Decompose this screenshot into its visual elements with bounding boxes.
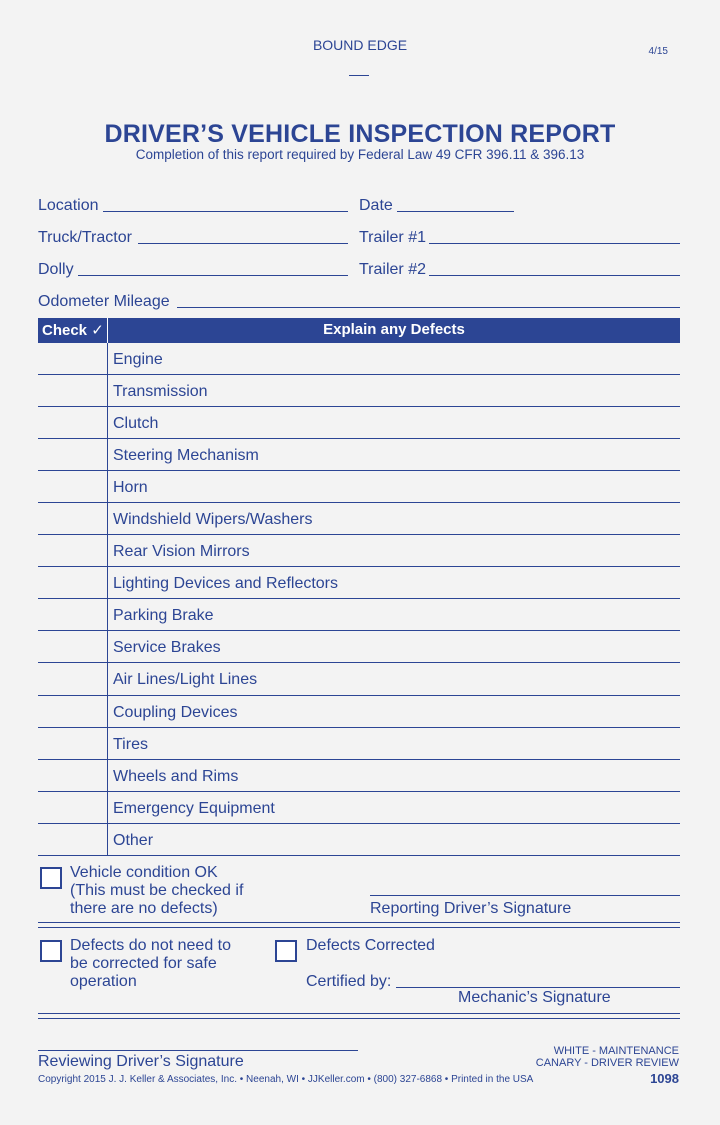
certified-by-label: Certified by:: [306, 973, 392, 990]
mechanic-signature-label: Mechanic’s Signature: [458, 989, 611, 1006]
explain-column-header: Explain any Defects: [323, 321, 465, 338]
table-header: [38, 318, 680, 343]
truck-tractor-label: Truck/Tractor: [38, 229, 132, 246]
table-row[interactable]: [38, 471, 680, 503]
date-label: Date: [359, 197, 393, 214]
item-label: Transmission: [113, 383, 208, 401]
item-label: Clutch: [113, 415, 159, 433]
defects-not-needed-text: [70, 937, 231, 991]
table-row[interactable]: [38, 375, 680, 407]
odometer-label: Odometer Mileage: [38, 293, 170, 310]
item-label: Parking Brake: [113, 607, 214, 625]
item-label: Service Brakes: [113, 639, 221, 657]
form-version: 4/15: [648, 46, 668, 57]
divider: [38, 922, 680, 923]
item-label: Emergency Equipment: [113, 799, 275, 817]
copy-white: WHITE - MAINTENANCE: [553, 1045, 679, 1057]
defects-corrected-checkbox[interactable]: [275, 940, 297, 962]
location-label: Location: [38, 197, 99, 214]
table-row[interactable]: [38, 599, 680, 631]
item-label: Rear Vision Mirrors: [113, 543, 250, 561]
page-title: DRIVER’S VEHICLE INSPECTION REPORT: [104, 120, 616, 148]
table-row[interactable]: [38, 535, 680, 567]
item-label: Steering Mechanism: [113, 447, 259, 465]
vehicle-ok-line1: Vehicle condition OK: [70, 864, 218, 881]
check-column-header: Check ✓: [42, 322, 104, 339]
truck-tractor-field[interactable]: [138, 243, 348, 244]
table-row[interactable]: [38, 567, 680, 599]
reviewing-signature-label: Reviewing Driver’s Signature: [38, 1053, 244, 1070]
vehicle-ok-text: [70, 864, 243, 918]
item-label: Tires: [113, 735, 148, 753]
inspection-items-table: [38, 343, 680, 856]
defects-not-needed-checkbox[interactable]: [40, 940, 62, 962]
reporting-signature-line[interactable]: [370, 895, 680, 896]
item-label: Other: [113, 831, 154, 849]
table-row[interactable]: [38, 503, 680, 535]
table-row[interactable]: [38, 343, 680, 375]
trailer2-field[interactable]: [429, 275, 680, 276]
item-label: Wheels and Rims: [113, 767, 239, 785]
reviewing-signature-line[interactable]: [38, 1050, 358, 1051]
item-label: Windshield Wipers/Washers: [113, 511, 313, 529]
defects-not-needed-line3: operation: [70, 973, 137, 990]
copy-canary: CANARY - DRIVER REVIEW: [535, 1057, 679, 1069]
copy-distribution: [536, 1045, 679, 1069]
dolly-label: Dolly: [38, 261, 74, 278]
defects-not-needed-line2: be corrected for safe: [70, 955, 217, 972]
table-row[interactable]: [38, 824, 680, 856]
trailer2-label: Trailer #2: [359, 261, 426, 278]
copyright: Copyright 2015 J. J. Keller & Associates, Inc. • Neenah, WI • JJKeller.com • (800) 327-6868 • Printed in the USA: [38, 1074, 534, 1085]
item-label: Lighting Devices and Reflectors: [113, 575, 339, 593]
trailer1-field[interactable]: [429, 243, 680, 244]
trailer1-label: Trailer #1: [359, 229, 426, 246]
item-label: Engine: [113, 351, 163, 368]
defects-not-needed-line1: Defects do not need to: [70, 937, 231, 954]
table-row[interactable]: [38, 696, 680, 728]
table-row[interactable]: [38, 663, 680, 695]
table-row[interactable]: [38, 728, 680, 760]
reporting-signature-label: Reporting Driver’s Signature: [370, 900, 572, 917]
page-subtitle: Completion of this report required by Federal Law 49 CFR 396.11 & 396.13: [135, 147, 585, 162]
bound-edge-mark: [349, 75, 369, 76]
defects-corrected-label: Defects Corrected: [306, 937, 435, 954]
divider: [38, 1018, 680, 1019]
location-field[interactable]: [103, 211, 348, 212]
vehicle-ok-line2: (This must be checked if: [70, 882, 244, 899]
item-label: Horn: [113, 479, 148, 497]
table-row[interactable]: [38, 439, 680, 471]
table-row[interactable]: [38, 407, 680, 439]
item-label: Air Lines/Light Lines: [113, 671, 258, 689]
divider: [38, 927, 680, 928]
dolly-field[interactable]: [78, 275, 348, 276]
table-row[interactable]: [38, 631, 680, 663]
table-row[interactable]: [38, 792, 680, 824]
mechanic-signature-line[interactable]: [396, 987, 680, 988]
table-row[interactable]: [38, 760, 680, 792]
check-column-divider: [107, 343, 108, 856]
date-field[interactable]: [397, 211, 514, 212]
item-label: Coupling Devices: [113, 703, 238, 721]
odometer-field[interactable]: [177, 307, 680, 308]
divider: [38, 1013, 680, 1014]
vehicle-ok-line3: there are no defects): [70, 900, 218, 917]
vehicle-ok-checkbox[interactable]: [40, 867, 62, 889]
bound-edge-label: BOUND EDGE: [312, 37, 408, 53]
form-number: 1098: [650, 1071, 679, 1086]
